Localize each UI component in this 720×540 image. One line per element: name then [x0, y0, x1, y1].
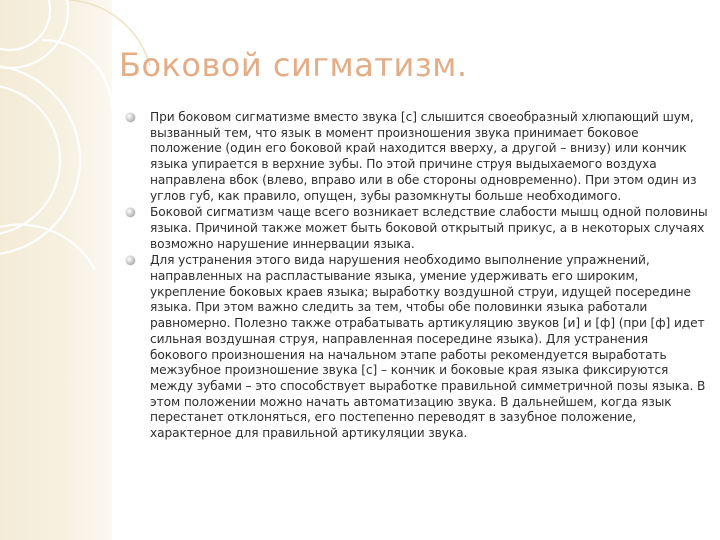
bullet-text: Боковой сигматизм чаще всего возникает вследствие слабости мышц одной половины языка. Причиной также может быть боковой открытый прикус, а в некоторых случаях возможно нарушение иннервации языка.: [150, 205, 708, 251]
bullet-icon: [126, 208, 135, 217]
bullet-list: [126, 110, 708, 443]
ring-icon: [0, 85, 60, 235]
bullet-text: При боковом сигматизме вместо звука [с] слышится своеобразный хлюпающий шум, вызванный тем, что язык в момент произношения звука принимает боковое положение (один его боковой край находится вверху, а другой – внизу) или кончик языка упирается в верхние зубы. По этой причине струя выдыхаемого воздуха направлена вбок (влево, вправо или в обе стороны одновременно). При этом один из углов губ, как правило, опущен, зубы разомкнуты больше необходимого.: [150, 110, 697, 203]
slide-title: [119, 46, 468, 84]
bullet-icon: [126, 256, 135, 265]
slide-title-text: Боковой сигматизм: [119, 46, 457, 84]
list-item: [126, 205, 708, 252]
ring-icon: [0, 0, 68, 68]
list-item: [126, 110, 708, 204]
title-dot: .: [456, 46, 468, 84]
list-item: [126, 253, 708, 441]
bullet-icon: [126, 113, 135, 122]
bullet-text: Для устранения этого вида нарушения необходимо выполнение упражнений, направленных на распластывание языка, умение удерживать его широким, укрепление боковых краев языка; выработку воздушной струи, идущей посередине языка. При этом важно следить за тем, чтобы обе половинки языка работали равномерно. Полезно также отрабатывать артикуляцию звуков [и] и [ф] (при [ф] идет сильная воздушная струя, направленная посередине языка). Для устранения бокового произношения на начальном этапе работы рекомендуется выработать межзубное произношение звука [с] – кончик и боковые края языка фиксируются между зубами – это способствует выработке правильной симметричной позы языка. В этом положении можно начать автоматизацию звука. В дальнейшем, когда язык перестанет отклоняться, его постепенно переводят в зазубное положение, характерное для правильной артикуляции звука.: [150, 253, 706, 441]
ring-icon: [0, 0, 50, 50]
